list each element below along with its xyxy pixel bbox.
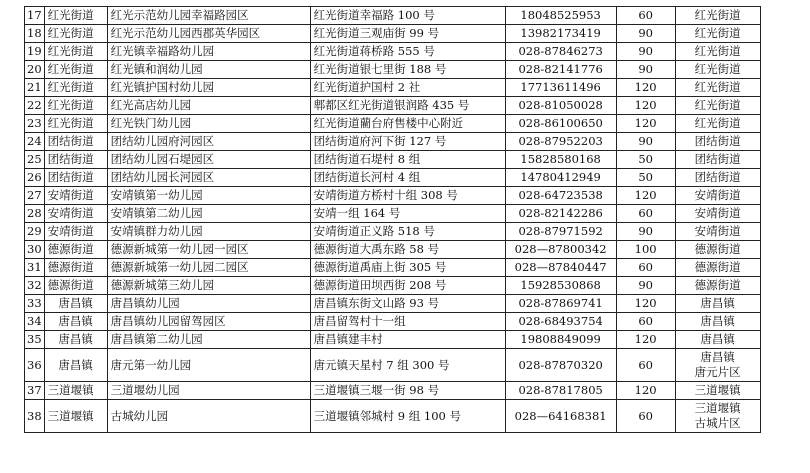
phone-cell: 028-87846273 xyxy=(505,43,616,61)
service-area-text: 红光街道 xyxy=(694,62,741,76)
table-row xyxy=(25,133,761,151)
service-area-cell xyxy=(675,25,760,43)
phone-cell: 028-87971592 xyxy=(505,223,616,241)
capacity-cell: 90 xyxy=(616,25,675,43)
kindergarten-name-cell: 团结幼儿园长河园区 xyxy=(107,169,310,187)
row-number: 19 xyxy=(25,43,45,61)
service-area-cell xyxy=(675,277,760,295)
service-area-cell xyxy=(675,259,760,277)
street-cell: 德源街道 xyxy=(44,259,107,277)
address-cell: 安靖街道正义路 518 号 xyxy=(310,223,505,241)
kindergarten-name-cell: 唐昌镇幼儿园 xyxy=(107,295,310,313)
capacity-cell: 100 xyxy=(616,241,675,259)
service-area-text: 三道堰镇 xyxy=(694,401,741,415)
capacity-cell: 90 xyxy=(616,277,675,295)
phone-cell: 028-64723538 xyxy=(505,187,616,205)
table-row xyxy=(25,277,761,295)
table-row xyxy=(25,25,761,43)
service-area-cell xyxy=(675,133,760,151)
service-area-text: 德源街道 xyxy=(694,260,741,274)
capacity-cell: 120 xyxy=(616,115,675,133)
service-area-text: 红光街道 xyxy=(694,98,741,112)
phone-cell: 15928530868 xyxy=(505,277,616,295)
table-row xyxy=(25,43,761,61)
row-number: 35 xyxy=(25,331,45,349)
street-cell: 唐昌镇 xyxy=(44,313,107,331)
service-area-cell xyxy=(675,313,760,331)
table-body xyxy=(25,7,761,433)
capacity-cell: 60 xyxy=(616,259,675,277)
kindergarten-name-cell: 团结幼儿园石堤园区 xyxy=(107,151,310,169)
address-cell: 三道堰镇三堰一街 98 号 xyxy=(310,382,505,400)
service-area-text: 三道堰镇 xyxy=(694,383,741,397)
phone-cell: 028—87800342 xyxy=(505,241,616,259)
street-cell: 德源街道 xyxy=(44,241,107,259)
capacity-cell: 50 xyxy=(616,169,675,187)
street-cell: 唐昌镇 xyxy=(44,295,107,313)
phone-cell: 13982173419 xyxy=(505,25,616,43)
kindergarten-name-cell: 德源新城第一幼儿园一园区 xyxy=(107,241,310,259)
address-cell: 德源街道田坝西街 208 号 xyxy=(310,277,505,295)
kindergarten-table xyxy=(24,6,761,433)
kindergarten-name-cell: 红光镇和润幼儿园 xyxy=(107,61,310,79)
service-area-subtext: 古城片区 xyxy=(694,416,741,430)
table-row xyxy=(25,259,761,277)
table-row xyxy=(25,382,761,400)
row-number: 29 xyxy=(25,223,45,241)
kindergarten-name-cell: 红光铁门幼儿园 xyxy=(107,115,310,133)
address-cell: 红光街道幸福路 100 号 xyxy=(310,7,505,25)
service-area-cell xyxy=(675,7,760,25)
address-cell: 团结街道府河下街 127 号 xyxy=(310,133,505,151)
service-area-cell xyxy=(675,169,760,187)
street-cell: 安靖街道 xyxy=(44,187,107,205)
phone-cell: 19808849099 xyxy=(505,331,616,349)
table-row xyxy=(25,241,761,259)
phone-cell: 18048525953 xyxy=(505,7,616,25)
capacity-cell: 60 xyxy=(616,349,675,382)
service-area-text: 团结街道 xyxy=(694,152,741,166)
table-row xyxy=(25,115,761,133)
service-area-text: 红光街道 xyxy=(694,80,741,94)
table-row xyxy=(25,349,761,382)
capacity-cell: 60 xyxy=(616,313,675,331)
capacity-cell: 120 xyxy=(616,295,675,313)
service-area-text: 唐昌镇 xyxy=(700,296,735,310)
table-row xyxy=(25,79,761,97)
row-number: 33 xyxy=(25,295,45,313)
kindergarten-table-container xyxy=(24,6,761,433)
phone-cell: 028-87817805 xyxy=(505,382,616,400)
street-cell: 红光街道 xyxy=(44,97,107,115)
capacity-cell: 120 xyxy=(616,97,675,115)
capacity-cell: 120 xyxy=(616,382,675,400)
capacity-cell: 120 xyxy=(616,79,675,97)
service-area-text: 团结街道 xyxy=(694,170,741,184)
address-cell: 红光街道三观庙街 99 号 xyxy=(310,25,505,43)
address-cell: 郫都区红光街道银润路 435 号 xyxy=(310,97,505,115)
kindergarten-name-cell: 红光示范幼儿园西郡英华园区 xyxy=(107,25,310,43)
street-cell: 德源街道 xyxy=(44,277,107,295)
street-cell: 红光街道 xyxy=(44,115,107,133)
address-cell: 唐昌镇东街文山路 93 号 xyxy=(310,295,505,313)
address-cell: 唐昌镇建丰村 xyxy=(310,331,505,349)
capacity-cell: 90 xyxy=(616,43,675,61)
service-area-cell xyxy=(675,223,760,241)
table-row xyxy=(25,7,761,25)
kindergarten-name-cell: 红光镇护国村幼儿园 xyxy=(107,79,310,97)
capacity-cell: 120 xyxy=(616,187,675,205)
capacity-cell: 90 xyxy=(616,61,675,79)
service-area-cell xyxy=(675,241,760,259)
kindergarten-name-cell: 唐昌镇第二幼儿园 xyxy=(107,331,310,349)
capacity-cell: 60 xyxy=(616,7,675,25)
service-area-cell xyxy=(675,115,760,133)
table-row xyxy=(25,223,761,241)
street-cell: 红光街道 xyxy=(44,25,107,43)
service-area-cell xyxy=(675,61,760,79)
service-area-text: 安靖街道 xyxy=(694,224,741,238)
service-area-cell xyxy=(675,331,760,349)
service-area-cell xyxy=(675,43,760,61)
row-number: 17 xyxy=(25,7,45,25)
phone-cell: 028-81050028 xyxy=(505,97,616,115)
address-cell: 唐昌留驾村十一组 xyxy=(310,313,505,331)
service-area-cell xyxy=(675,151,760,169)
phone-cell: 028-86100650 xyxy=(505,115,616,133)
phone-cell: 14780412949 xyxy=(505,169,616,187)
capacity-cell: 60 xyxy=(616,205,675,223)
service-area-cell xyxy=(675,382,760,400)
table-row xyxy=(25,97,761,115)
street-cell: 团结街道 xyxy=(44,169,107,187)
kindergarten-name-cell: 红光高店幼儿园 xyxy=(107,97,310,115)
service-area-cell xyxy=(675,349,760,382)
kindergarten-name-cell: 团结幼儿园府河园区 xyxy=(107,133,310,151)
address-cell: 三道堰镇邻城村 9 组 100 号 xyxy=(310,400,505,433)
phone-cell: 028-82142286 xyxy=(505,205,616,223)
row-number: 25 xyxy=(25,151,45,169)
address-cell: 团结街道长河村 4 组 xyxy=(310,169,505,187)
table-row xyxy=(25,400,761,433)
phone-cell: 028—87840447 xyxy=(505,259,616,277)
kindergarten-name-cell: 唐元第一幼儿园 xyxy=(107,349,310,382)
kindergarten-name-cell: 安靖镇第一幼儿园 xyxy=(107,187,310,205)
address-cell: 德源街道禹庙上街 305 号 xyxy=(310,259,505,277)
address-cell: 德源街道大禹东路 58 号 xyxy=(310,241,505,259)
kindergarten-name-cell: 唐昌镇幼儿园留驾园区 xyxy=(107,313,310,331)
phone-cell: 028-82141776 xyxy=(505,61,616,79)
service-area-text: 红光街道 xyxy=(694,116,741,130)
street-cell: 红光街道 xyxy=(44,61,107,79)
table-row xyxy=(25,205,761,223)
phone-cell: 028—64168381 xyxy=(505,400,616,433)
row-number: 24 xyxy=(25,133,45,151)
street-cell: 唐昌镇 xyxy=(44,349,107,382)
kindergarten-name-cell: 德源新城第三幼儿园 xyxy=(107,277,310,295)
capacity-cell: 90 xyxy=(616,133,675,151)
row-number: 23 xyxy=(25,115,45,133)
row-number: 34 xyxy=(25,313,45,331)
street-cell: 安靖街道 xyxy=(44,223,107,241)
phone-cell: 028-87870320 xyxy=(505,349,616,382)
phone-cell: 17713611496 xyxy=(505,79,616,97)
row-number: 20 xyxy=(25,61,45,79)
address-cell: 红光街道藺台府售楼中心附近 xyxy=(310,115,505,133)
table-row xyxy=(25,313,761,331)
service-area-text: 红光街道 xyxy=(694,8,741,22)
street-cell: 唐昌镇 xyxy=(44,331,107,349)
service-area-text: 唐昌镇 xyxy=(700,350,735,364)
service-area-text: 安靖街道 xyxy=(694,206,741,220)
table-row xyxy=(25,61,761,79)
row-number: 31 xyxy=(25,259,45,277)
kindergarten-name-cell: 古城幼儿园 xyxy=(107,400,310,433)
service-area-cell xyxy=(675,97,760,115)
row-number: 37 xyxy=(25,382,45,400)
kindergarten-name-cell: 安靖镇群力幼儿园 xyxy=(107,223,310,241)
capacity-cell: 120 xyxy=(616,331,675,349)
street-cell: 红光街道 xyxy=(44,79,107,97)
service-area-text: 红光街道 xyxy=(694,44,741,58)
address-cell: 团结街道石堤村 8 组 xyxy=(310,151,505,169)
row-number: 36 xyxy=(25,349,45,382)
capacity-cell: 50 xyxy=(616,151,675,169)
phone-cell: 028-87952203 xyxy=(505,133,616,151)
address-cell: 红光街道护国村 2 社 xyxy=(310,79,505,97)
service-area-cell xyxy=(675,79,760,97)
street-cell: 安靖街道 xyxy=(44,205,107,223)
table-row xyxy=(25,187,761,205)
table-row xyxy=(25,169,761,187)
street-cell: 团结街道 xyxy=(44,133,107,151)
service-area-cell xyxy=(675,187,760,205)
row-number: 28 xyxy=(25,205,45,223)
row-number: 27 xyxy=(25,187,45,205)
street-cell: 红光街道 xyxy=(44,7,107,25)
service-area-text: 安靖街道 xyxy=(694,188,741,202)
kindergarten-name-cell: 红光示范幼儿园幸福路园区 xyxy=(107,7,310,25)
table-row xyxy=(25,151,761,169)
kindergarten-name-cell: 三道堰幼儿园 xyxy=(107,382,310,400)
row-number: 22 xyxy=(25,97,45,115)
street-cell: 三道堰镇 xyxy=(44,382,107,400)
row-number: 30 xyxy=(25,241,45,259)
table-row xyxy=(25,331,761,349)
phone-cell: 028-68493754 xyxy=(505,313,616,331)
service-area-text: 团结街道 xyxy=(694,134,741,148)
service-area-cell xyxy=(675,400,760,433)
address-cell: 唐元镇天星村 7 组 300 号 xyxy=(310,349,505,382)
address-cell: 红光街道蒋桥路 555 号 xyxy=(310,43,505,61)
row-number: 18 xyxy=(25,25,45,43)
phone-cell: 15828580168 xyxy=(505,151,616,169)
capacity-cell: 60 xyxy=(616,400,675,433)
address-cell: 安靖街道方桥村十组 308 号 xyxy=(310,187,505,205)
address-cell: 红光街道银七里街 188 号 xyxy=(310,61,505,79)
capacity-cell: 90 xyxy=(616,223,675,241)
street-cell: 红光街道 xyxy=(44,43,107,61)
kindergarten-name-cell: 红光镇幸福路幼儿园 xyxy=(107,43,310,61)
row-number: 21 xyxy=(25,79,45,97)
service-area-text: 红光街道 xyxy=(694,26,741,40)
row-number: 26 xyxy=(25,169,45,187)
service-area-subtext: 唐元片区 xyxy=(694,365,741,379)
row-number: 38 xyxy=(25,400,45,433)
street-cell: 三道堰镇 xyxy=(44,400,107,433)
service-area-cell xyxy=(675,295,760,313)
service-area-cell xyxy=(675,205,760,223)
kindergarten-name-cell: 德源新城第一幼儿园二园区 xyxy=(107,259,310,277)
kindergarten-name-cell: 安靖镇第二幼儿园 xyxy=(107,205,310,223)
row-number: 32 xyxy=(25,277,45,295)
street-cell: 团结街道 xyxy=(44,151,107,169)
service-area-text: 德源街道 xyxy=(694,278,741,292)
address-cell: 安靖一组 164 号 xyxy=(310,205,505,223)
service-area-text: 唐昌镇 xyxy=(700,314,735,328)
table-row xyxy=(25,295,761,313)
service-area-text: 德源街道 xyxy=(694,242,741,256)
service-area-text: 唐昌镇 xyxy=(700,332,735,346)
phone-cell: 028-87869741 xyxy=(505,295,616,313)
